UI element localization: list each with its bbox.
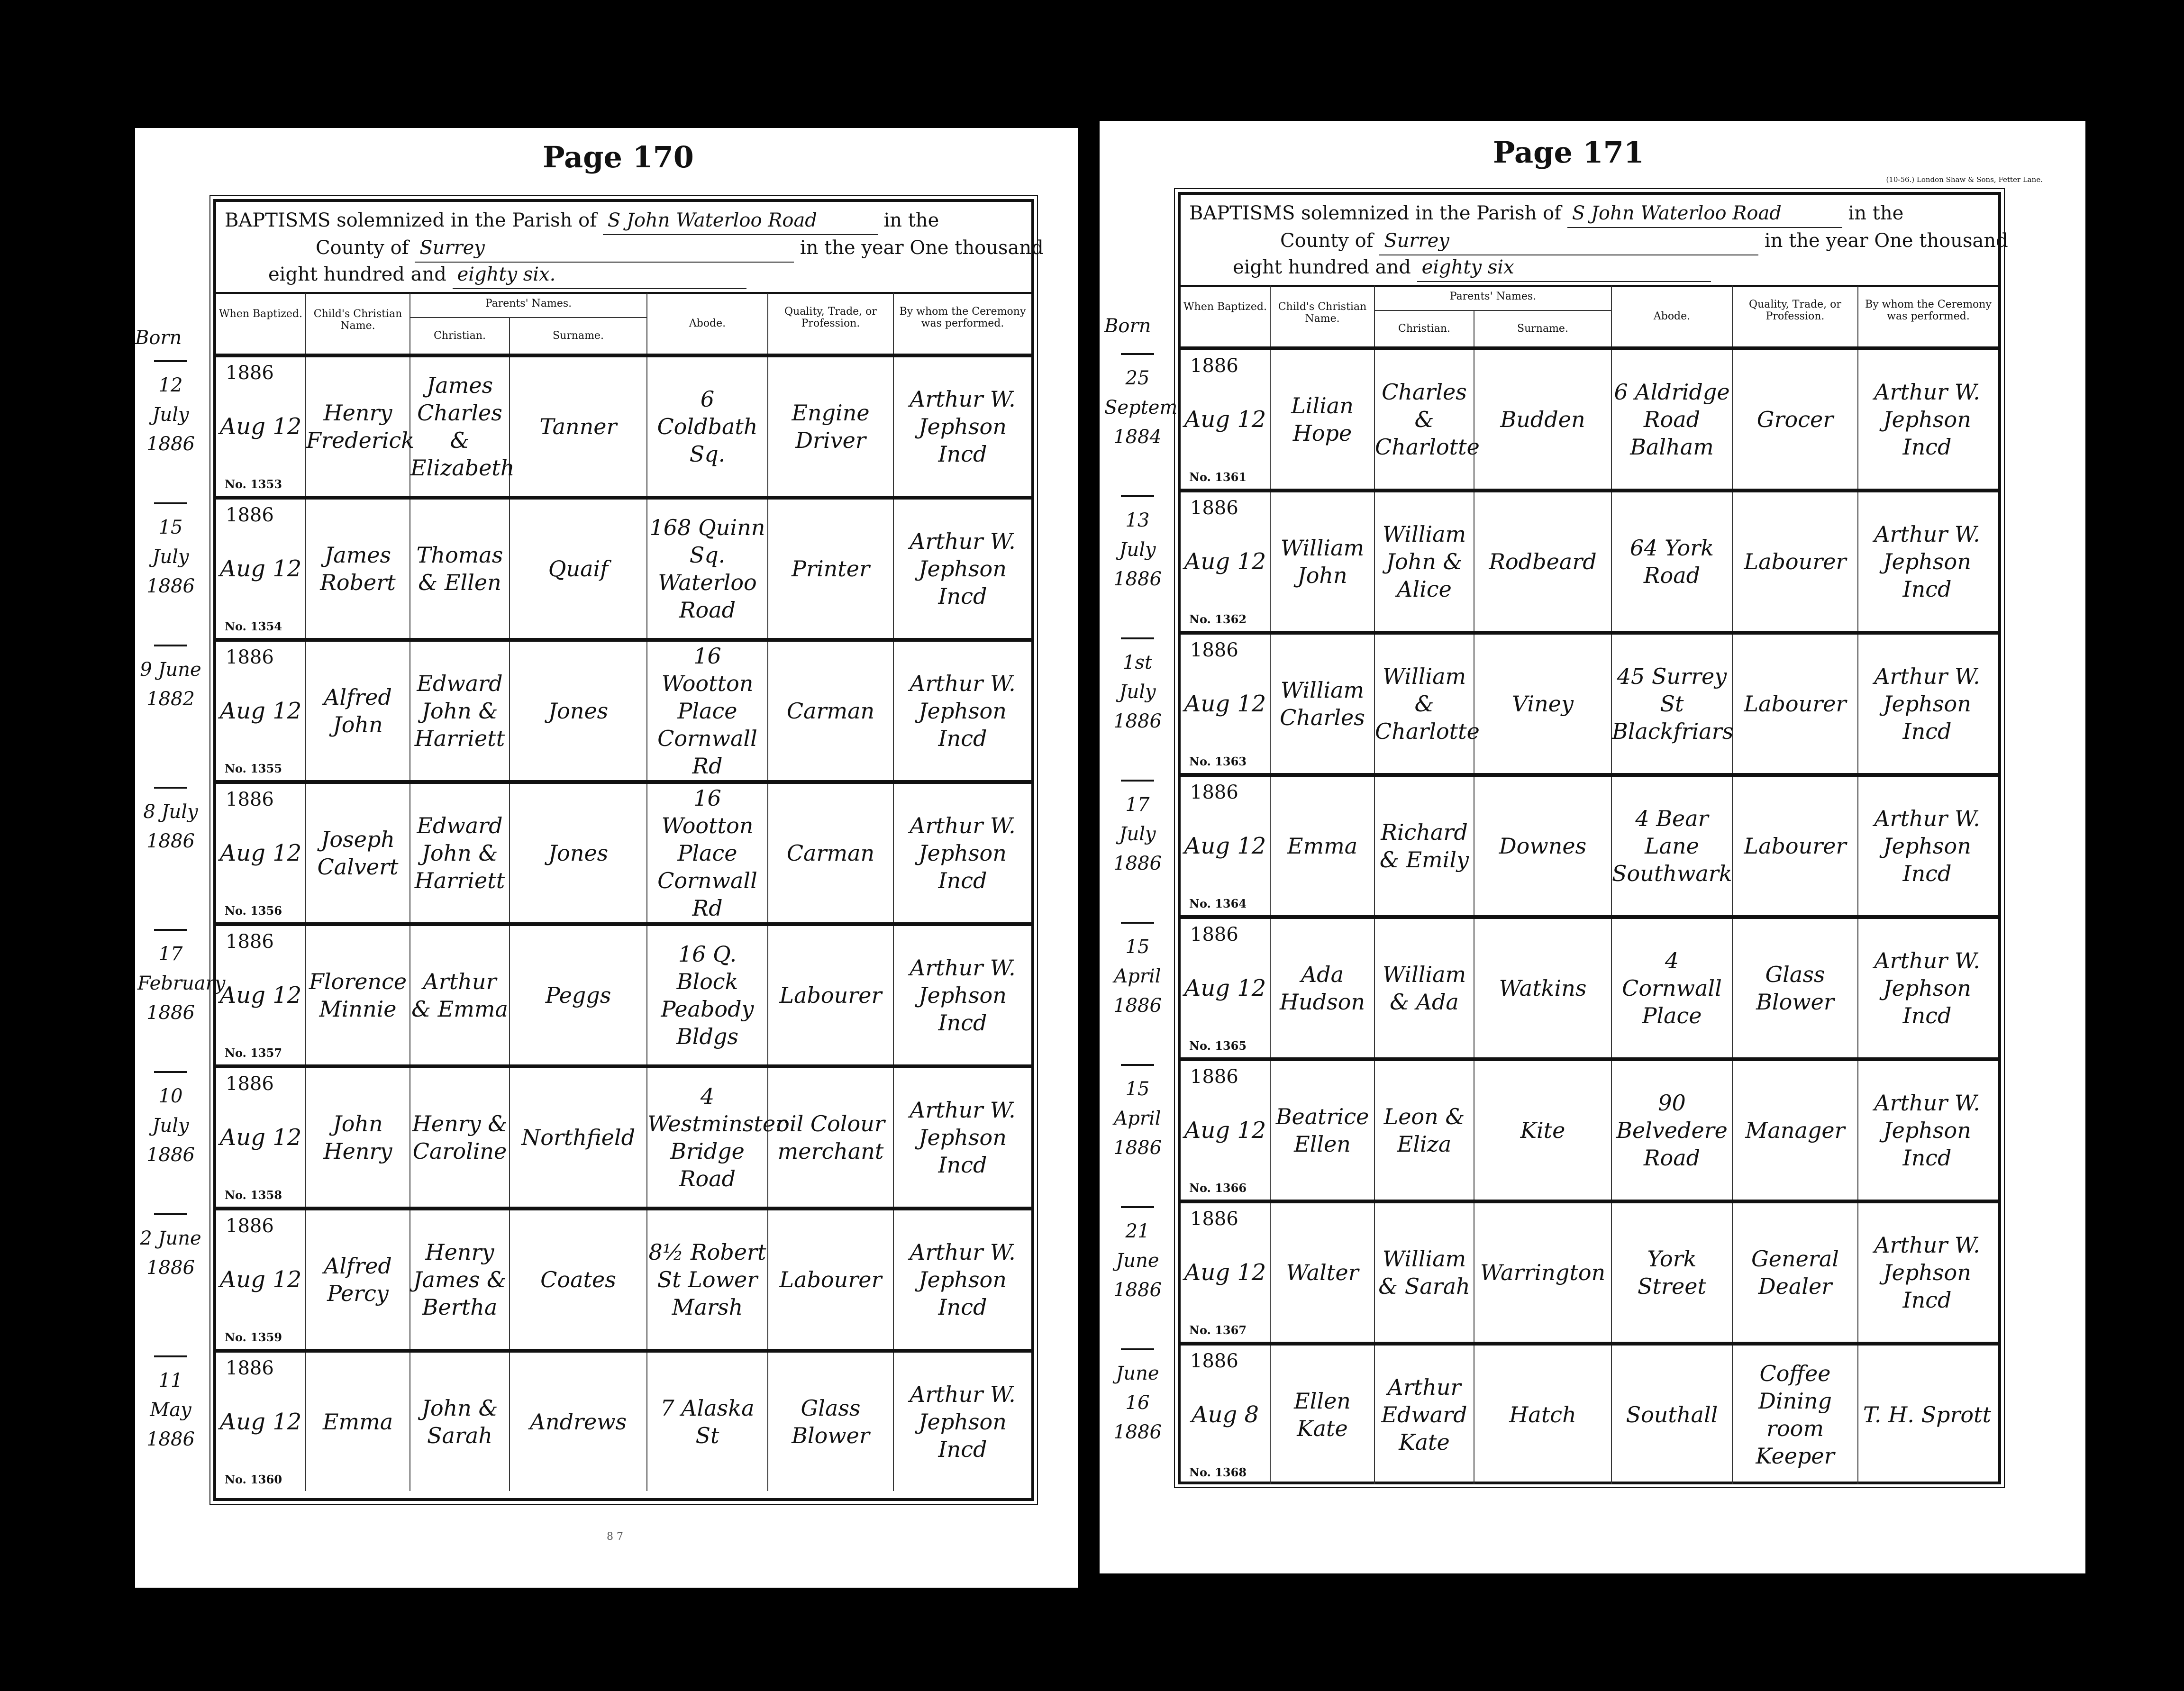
table-row bbox=[216, 638, 1031, 780]
birth-date-note: 2 June 1886 bbox=[137, 1213, 204, 1282]
cell-child: Beatrice Ellen bbox=[1271, 1061, 1375, 1200]
table-row bbox=[1181, 631, 1998, 773]
heading-in-the: in the bbox=[883, 209, 939, 231]
cell-surname: Rodbeard bbox=[1474, 492, 1612, 631]
county-label: County of bbox=[1280, 230, 1374, 252]
cell-when: Aug 12 bbox=[216, 357, 306, 496]
birth-date-note: 17 July 1886 bbox=[1104, 780, 1171, 878]
cell-abode: 8½ Robert St Lower Marsh bbox=[647, 1210, 768, 1349]
entry-number: No. 1361 bbox=[1189, 470, 1247, 484]
birth-date-note: 13 July 1886 bbox=[1104, 495, 1171, 594]
cell-when: Aug 12 bbox=[1181, 919, 1271, 1057]
table-row bbox=[1181, 1342, 1998, 1484]
row-year: 1886 bbox=[226, 931, 274, 953]
birth-date-note: 9 June 1882 bbox=[137, 645, 204, 714]
cell-quality: Grocer bbox=[1733, 350, 1858, 489]
entry-number: No. 1353 bbox=[225, 477, 282, 491]
entry-number: No. 1359 bbox=[225, 1330, 282, 1344]
cell-when: Aug 12 bbox=[216, 1068, 306, 1207]
birth-date-note: 21 June 1886 bbox=[1104, 1206, 1171, 1305]
entry-number: No. 1356 bbox=[225, 904, 282, 918]
cell-child: James Robert bbox=[306, 500, 410, 638]
cell-child: Florence Minnie bbox=[306, 926, 410, 1064]
cell-surname: Peggs bbox=[510, 926, 647, 1064]
birth-date-note: 15 April 1886 bbox=[1104, 922, 1171, 1020]
cell-abode: 16 Wootton Place Cornwall Rd bbox=[647, 784, 768, 922]
cell-when: Aug 8 bbox=[1181, 1346, 1271, 1484]
cell-christian: William & Ada bbox=[1375, 919, 1474, 1057]
cell-when: Aug 12 bbox=[216, 926, 306, 1064]
cell-surname: Andrews bbox=[510, 1353, 647, 1491]
entry-number: No. 1368 bbox=[1189, 1465, 1247, 1479]
cell-christian: Arthur Edward Kate bbox=[1375, 1346, 1474, 1484]
entry-number: No. 1360 bbox=[225, 1473, 282, 1486]
cell-when: Aug 12 bbox=[1181, 1061, 1271, 1200]
entry-number: No. 1358 bbox=[225, 1188, 282, 1202]
cell-abode: 64 York Road bbox=[1612, 492, 1733, 631]
table-row bbox=[216, 354, 1031, 496]
table-row bbox=[216, 1207, 1031, 1349]
row-year: 1886 bbox=[1190, 355, 1238, 377]
cell-by: T. H. Sprott bbox=[1863, 1402, 1992, 1427]
cell-abode: 16 Q. Block Peabody Bldgs bbox=[647, 926, 768, 1064]
county-label: County of bbox=[316, 237, 409, 259]
table-row bbox=[1181, 773, 1998, 915]
cell-christian: Henry James & Bertha bbox=[410, 1210, 510, 1349]
cell-when: Aug 12 bbox=[1181, 350, 1271, 489]
birth-date-note: 11 May 1886 bbox=[137, 1355, 204, 1454]
row-year: 1886 bbox=[226, 789, 274, 810]
cell-child: Alfred Percy bbox=[306, 1210, 410, 1349]
entry-number: No. 1357 bbox=[225, 1046, 282, 1060]
heading-prefix: BAPTISMS solemnized in the Parish of bbox=[1189, 202, 1562, 224]
register-heading bbox=[1181, 195, 2008, 280]
born-label: Born bbox=[1104, 315, 1151, 337]
cell-child: Henry Frederick bbox=[306, 357, 410, 496]
cell-abode: 4 Cornwall Place bbox=[1612, 919, 1733, 1057]
cell-christian: William John & Alice bbox=[1375, 492, 1474, 631]
col-by-whom: By whom the Ceremony was performed. bbox=[894, 292, 1031, 354]
table-row bbox=[1181, 1057, 1998, 1200]
cell-quality: Labourer bbox=[1733, 635, 1858, 773]
year-label: in the year One thousand bbox=[1764, 230, 2008, 252]
cell-surname: Warrington bbox=[1474, 1203, 1612, 1342]
cell-abode: 7 Alaska St bbox=[647, 1353, 768, 1491]
table-row bbox=[1181, 1200, 1998, 1342]
cell-surname: Kite bbox=[1474, 1061, 1612, 1200]
cell-by: Arthur W. Jephson Incd bbox=[910, 386, 1016, 467]
entry-number: No. 1354 bbox=[225, 619, 282, 633]
eight-hundred-label: eight hundred and bbox=[268, 264, 446, 285]
table-row bbox=[216, 780, 1031, 922]
cell-abode: 6 Aldridge Road Balham bbox=[1612, 350, 1733, 489]
cell-by: Arthur W. Jephson Incd bbox=[1874, 1090, 1980, 1171]
page-title: Page 171 bbox=[1493, 135, 1644, 170]
birth-date-note: June 16 1886 bbox=[1104, 1348, 1171, 1447]
row-year: 1886 bbox=[226, 362, 274, 384]
cell-quality: Coffee Dining room Keeper bbox=[1733, 1346, 1858, 1484]
col-surname: Surname. bbox=[1474, 311, 1612, 346]
col-abode: Abode. bbox=[1612, 285, 1733, 346]
cell-surname: Quaif bbox=[510, 500, 647, 638]
cell-child: Walter bbox=[1271, 1203, 1375, 1342]
cell-quality: Carman bbox=[768, 784, 894, 922]
cell-quality: Printer bbox=[768, 500, 894, 638]
birth-date-note: 15 April 1886 bbox=[1104, 1064, 1171, 1163]
cell-quality: Manager bbox=[1733, 1061, 1858, 1200]
table-row bbox=[216, 1064, 1031, 1207]
table-row bbox=[216, 922, 1031, 1064]
col-quality: Quality, Trade, or Profession. bbox=[1733, 285, 1858, 346]
row-year: 1886 bbox=[1190, 924, 1238, 946]
county-name: Surrey bbox=[415, 234, 794, 263]
cell-quality: General Dealer bbox=[1733, 1203, 1858, 1342]
cell-child: Alfred John bbox=[306, 642, 410, 780]
cell-when: Aug 12 bbox=[1181, 492, 1271, 631]
col-parents-names: Parents' Names. bbox=[410, 292, 647, 318]
table-row bbox=[1181, 915, 1998, 1057]
heading-prefix: BAPTISMS solemnized in the Parish of bbox=[225, 209, 597, 231]
cell-christian: John & Sarah bbox=[410, 1353, 510, 1491]
cell-abode: 4 Bear Lane Southwark bbox=[1612, 777, 1733, 915]
cell-christian: Henry & Caroline bbox=[410, 1068, 510, 1207]
cell-by: Arthur W. Jephson Incd bbox=[910, 671, 1016, 751]
cell-surname: Jones bbox=[510, 784, 647, 922]
col-parents-names: Parents' Names. bbox=[1375, 285, 1612, 311]
entry-number: No. 1365 bbox=[1189, 1039, 1247, 1053]
table-row bbox=[1181, 489, 1998, 631]
cell-by: Arthur W. Jephson Incd bbox=[910, 955, 1016, 1036]
cell-by: Arthur W. Jephson Incd bbox=[1874, 1232, 1980, 1313]
cell-quality: Labourer bbox=[768, 1210, 894, 1349]
cell-christian: Edward John & Harriett bbox=[410, 784, 510, 922]
entry-number: No. 1362 bbox=[1189, 612, 1247, 626]
cell-quality: Carman bbox=[768, 642, 894, 780]
birth-date-note: 17 February 1886 bbox=[137, 929, 204, 1027]
row-year: 1886 bbox=[1190, 782, 1238, 803]
col-when-baptized: When Baptized. bbox=[216, 292, 306, 354]
cell-by: Arthur W. Jephson Incd bbox=[910, 1382, 1016, 1462]
cell-when: Aug 12 bbox=[1181, 635, 1271, 773]
cell-by: Arthur W. Jephson Incd bbox=[1874, 664, 1980, 744]
cell-by: Arthur W. Jephson Incd bbox=[910, 1239, 1016, 1320]
year-words: eighty six. bbox=[453, 261, 746, 289]
entry-number: No. 1363 bbox=[1189, 755, 1247, 768]
cell-quality: Glass Blower bbox=[1733, 919, 1858, 1057]
parish-name: S John Waterloo Road bbox=[603, 207, 878, 235]
entry-number: No. 1367 bbox=[1189, 1323, 1247, 1337]
cell-by: Arthur W. Jephson Incd bbox=[1874, 379, 1980, 460]
col-abode: Abode. bbox=[647, 292, 768, 354]
baptism-register-table bbox=[213, 199, 1044, 1501]
col-child-name: Child's Christian Name. bbox=[1271, 285, 1375, 346]
cell-when: Aug 12 bbox=[216, 642, 306, 780]
cell-abode: 4 Westminster Bridge Road bbox=[647, 1068, 768, 1207]
cell-quality: oil Colour merchant bbox=[768, 1068, 894, 1207]
cell-child: William Charles bbox=[1271, 635, 1375, 773]
born-label: Born bbox=[135, 327, 182, 349]
cell-abode: 168 Quinn Sq. Waterloo Road bbox=[647, 500, 768, 638]
cell-child: Lilian Hope bbox=[1271, 350, 1375, 489]
cell-child: Emma bbox=[306, 1353, 410, 1491]
cell-quality: Engine Driver bbox=[768, 357, 894, 496]
row-year: 1886 bbox=[1190, 1066, 1238, 1088]
birth-date-note: 1st July 1886 bbox=[1104, 637, 1171, 736]
cell-when: Aug 12 bbox=[1181, 777, 1271, 915]
cell-child: Ellen Kate bbox=[1271, 1346, 1375, 1484]
cell-when: Aug 12 bbox=[216, 784, 306, 922]
birth-date-note: 25 Septem 1884 bbox=[1104, 353, 1171, 452]
table-row bbox=[1181, 346, 1998, 489]
cell-abode: York Street bbox=[1612, 1203, 1733, 1342]
cell-by: Arthur W. Jephson Incd bbox=[910, 528, 1016, 609]
left-register-page bbox=[135, 128, 1078, 1588]
register-heading bbox=[216, 202, 1044, 287]
cell-surname: Northfield bbox=[510, 1068, 647, 1207]
cell-by: Arthur W. Jephson Incd bbox=[910, 1097, 1016, 1178]
table-row bbox=[216, 496, 1031, 638]
cell-abode: 90 Belvedere Road bbox=[1612, 1061, 1733, 1200]
cell-when: Aug 12 bbox=[216, 1210, 306, 1349]
cell-quality: Glass Blower bbox=[768, 1353, 894, 1491]
cell-surname: Watkins bbox=[1474, 919, 1612, 1057]
eight-hundred-label: eight hundred and bbox=[1233, 256, 1411, 278]
cell-christian: Thomas & Ellen bbox=[410, 500, 510, 638]
cell-quality: Labourer bbox=[1733, 492, 1858, 631]
col-christian: Christian. bbox=[410, 318, 510, 354]
cell-child: John Henry bbox=[306, 1068, 410, 1207]
cell-abode: Southall bbox=[1612, 1346, 1733, 1484]
row-year: 1886 bbox=[226, 1357, 274, 1379]
col-when-baptized: When Baptized. bbox=[1181, 285, 1271, 346]
printer-imprint: (10-56.) London Shaw & Sons, Fetter Lane. bbox=[1886, 175, 2043, 184]
row-year: 1886 bbox=[1190, 639, 1238, 661]
right-register-page bbox=[1100, 121, 2085, 1573]
cell-when: Aug 12 bbox=[216, 1353, 306, 1491]
cell-child: Ada Hudson bbox=[1271, 919, 1375, 1057]
cell-abode: 6 Coldbath Sq. bbox=[647, 357, 768, 496]
row-year: 1886 bbox=[1190, 1208, 1238, 1230]
row-year: 1886 bbox=[1190, 1350, 1238, 1372]
entry-number: No. 1355 bbox=[225, 762, 282, 775]
cell-by: Arthur W. Jephson Incd bbox=[1874, 806, 1980, 886]
cell-when: Aug 12 bbox=[216, 500, 306, 638]
cell-abode: 45 Surrey St Blackfriars bbox=[1612, 635, 1733, 773]
cell-christian: Edward John & Harriett bbox=[410, 642, 510, 780]
year-words: eighty six bbox=[1417, 254, 1711, 282]
entry-number: No. 1364 bbox=[1189, 897, 1247, 910]
cell-surname: Jones bbox=[510, 642, 647, 780]
year-label: in the year One thousand bbox=[800, 237, 1044, 259]
cell-child: Joseph Calvert bbox=[306, 784, 410, 922]
col-by-whom: By whom the Ceremony was performed. bbox=[1858, 285, 1998, 346]
birth-date-note: 10 July 1886 bbox=[137, 1071, 204, 1170]
cell-surname: Coates bbox=[510, 1210, 647, 1349]
cell-by: Arthur W. Jephson Incd bbox=[910, 813, 1016, 893]
birth-date-note: 12 July 1886 bbox=[137, 360, 204, 459]
birth-date-note: 15 July 1886 bbox=[137, 502, 204, 601]
heading-in-the: in the bbox=[1848, 202, 1904, 224]
cell-by: Arthur W. Jephson Incd bbox=[1874, 521, 1980, 602]
cell-christian: James Charles & Elizabeth bbox=[410, 357, 510, 496]
cell-quality: Labourer bbox=[1733, 777, 1858, 915]
col-quality: Quality, Trade, or Profession. bbox=[768, 292, 894, 354]
cell-christian: Leon & Eliza bbox=[1375, 1061, 1474, 1200]
county-name: Surrey bbox=[1379, 227, 1758, 255]
row-year: 1886 bbox=[1190, 497, 1238, 519]
col-surname: Surname. bbox=[510, 318, 647, 354]
cell-surname: Tanner bbox=[510, 357, 647, 496]
cell-surname: Downes bbox=[1474, 777, 1612, 915]
footer-mark: 8 7 bbox=[607, 1531, 623, 1543]
cell-surname: Hatch bbox=[1474, 1346, 1612, 1484]
cell-christian: William & Charlotte bbox=[1375, 635, 1474, 773]
cell-christian: William & Sarah bbox=[1375, 1203, 1474, 1342]
cell-surname: Viney bbox=[1474, 635, 1612, 773]
cell-christian: Richard & Emily bbox=[1375, 777, 1474, 915]
parish-name: S John Waterloo Road bbox=[1567, 200, 1842, 228]
cell-christian: Arthur & Emma bbox=[410, 926, 510, 1064]
cell-when: Aug 12 bbox=[1181, 1203, 1271, 1342]
cell-christian: Charles & Charlotte bbox=[1375, 350, 1474, 489]
row-year: 1886 bbox=[226, 1215, 274, 1237]
cell-child: William John bbox=[1271, 492, 1375, 631]
row-year: 1886 bbox=[226, 646, 274, 668]
col-child-name: Child's Christian Name. bbox=[306, 292, 410, 354]
cell-abode: 16 Wootton Place Cornwall Rd bbox=[647, 642, 768, 780]
table-row bbox=[216, 1349, 1031, 1491]
cell-child: Emma bbox=[1271, 777, 1375, 915]
cell-surname: Budden bbox=[1474, 350, 1612, 489]
row-year: 1886 bbox=[226, 504, 274, 526]
cell-by: Arthur W. Jephson Incd bbox=[1874, 948, 1980, 1028]
page-title: Page 170 bbox=[543, 140, 694, 174]
birth-date-note: 8 July 1886 bbox=[137, 787, 204, 856]
baptism-register-table bbox=[1178, 192, 2008, 1484]
col-christian: Christian. bbox=[1375, 311, 1474, 346]
entry-number: No. 1366 bbox=[1189, 1181, 1247, 1195]
cell-quality: Labourer bbox=[768, 926, 894, 1064]
row-year: 1886 bbox=[226, 1073, 274, 1095]
